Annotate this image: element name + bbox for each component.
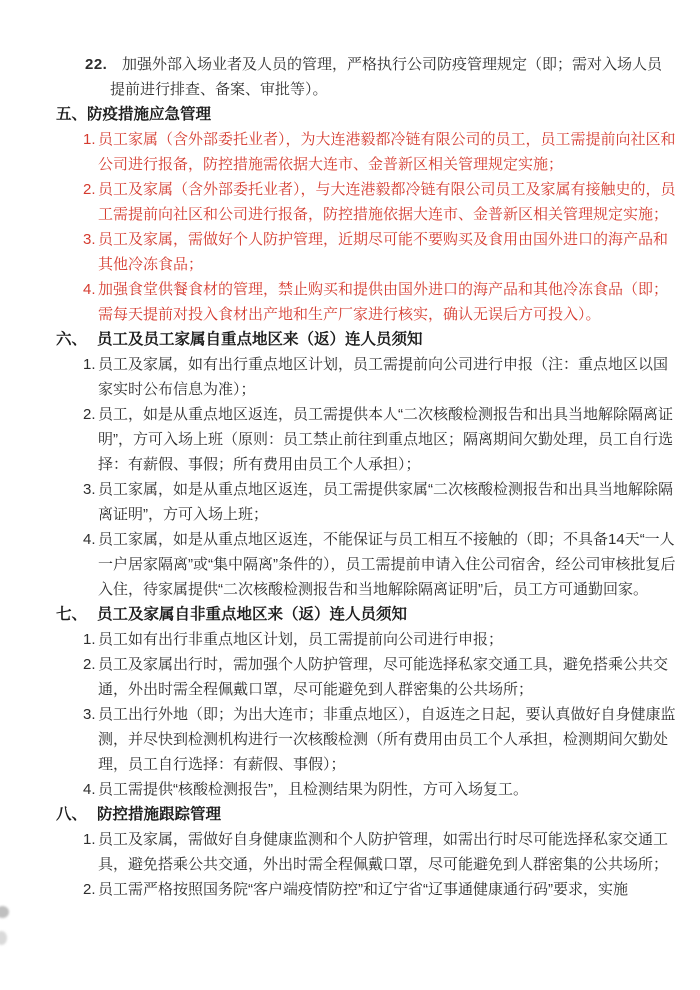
item-number: 1. <box>83 131 96 148</box>
section-header <box>56 102 700 127</box>
item-number: 4. <box>83 281 96 298</box>
list-item <box>83 227 700 277</box>
item-text: 加强食堂供餐食材的管理，禁止购买和提供由国外进口的海产品和其他冷冻食品（即；需每天提前对投入食材出产地和生产厂家进行核实，确认无误后方可投入）。 <box>98 281 669 323</box>
item-text: 员工家属，如是从重点地区返连，不能保证与员工相互不接触的（即；不具备14天“一人一户居家隔离”或“集中隔离”条件的），员工需提前申请入住公司宿舍，经公司审核批复后入住，待家属提供“二次核酸检测报告和当地解除隔离证明”后，员工方可通勤回家。 <box>98 531 676 598</box>
section-number: 六、 <box>56 331 88 348</box>
item-text: 员工家属，如是从重点地区返连，员工需提供家属“二次核酸检测报告和出具当地解除隔离证明”，方可入场上班； <box>98 481 673 523</box>
item-text: 员工需严格按照国务院“客户端疫情防控”和辽宁省“辽事通健康通行码”要求，实施 <box>98 881 628 898</box>
section-header <box>56 602 700 627</box>
item-text: 员工及家属（含外部委托业者），与大连港毅都冷链有限公司员工及家属有接触史的，员工需提前向社区和公司进行报备，防控措施依据大连市、金普新区相关管理规定实施； <box>98 181 676 223</box>
list-item <box>83 277 700 327</box>
list-item <box>83 477 700 527</box>
list-item <box>83 877 700 902</box>
list-item <box>83 177 700 227</box>
section-title: 员工及员工家属自重点地区来（返）连人员须知 <box>97 331 423 348</box>
item-number: 4. <box>83 531 96 548</box>
item-text: 员工及家属出行时，需加强个人防护管理，尽可能选择私家交通工具，避免搭乘公共交通，外出时需全程佩戴口罩，尽可能避免到人群密集的公共场所； <box>98 656 669 698</box>
section-title: 员工及家属自非重点地区来（返）连人员须知 <box>97 606 408 623</box>
list-item <box>83 627 700 652</box>
item-number: 2. <box>83 181 96 198</box>
list-item <box>83 777 700 802</box>
scan-artifact <box>0 906 9 918</box>
item-number: 2. <box>83 656 96 673</box>
item-number: 4. <box>83 781 96 798</box>
item-number: 2. <box>83 406 96 423</box>
list-item <box>83 527 700 602</box>
list-item <box>85 52 700 102</box>
item-number: 22. <box>85 56 108 73</box>
item-number: 1. <box>83 356 96 373</box>
scan-artifact <box>0 931 7 945</box>
item-text: 员工家属（含外部委托业者），为大连港毅都冷链有限公司的员工，员工需提前向社区和公司进行报备，防控措施需依据大连市、金普新区相关管理规定实施； <box>98 131 676 173</box>
item-number: 3. <box>83 706 96 723</box>
list-item <box>83 352 700 402</box>
list-item <box>83 127 700 177</box>
list-item <box>83 702 700 777</box>
list-item <box>83 827 700 877</box>
section-header <box>56 327 700 352</box>
item-text: 加强外部入场业者及人员的管理，严格执行公司防疫管理规定（即；需对入场人员提前进行排查、备案、审批等）。 <box>110 56 663 98</box>
section-header <box>56 802 700 827</box>
item-number: 2. <box>83 881 96 898</box>
section-title: 防控措施跟踪管理 <box>97 806 222 823</box>
item-number: 1. <box>83 631 96 648</box>
document-body <box>0 52 700 902</box>
item-number: 3. <box>83 481 96 498</box>
item-number: 1. <box>83 831 96 848</box>
item-text: 员工需提供“核酸检测报告”，且检测结果为阴性，方可入场复工。 <box>98 781 528 798</box>
item-text: 员工及家属，需做好自身健康监测和个人防护管理，如需出行时尽可能选择私家交通工具，避免搭乘公共交通，外出时需全程佩戴口罩，尽可能避免到人群密集的公共场所； <box>98 831 669 873</box>
item-text: 员工如有出行非重点地区计划，员工需提前向公司进行申报； <box>98 631 504 648</box>
section-number: 五、 <box>56 106 88 123</box>
item-number: 3. <box>83 231 96 248</box>
list-item <box>83 652 700 702</box>
item-text: 员工及家属，如有出行重点地区计划，员工需提前向公司进行申报（注：重点地区以国家实时公布信息为准）； <box>98 356 669 398</box>
section-number: 八、 <box>56 806 88 823</box>
item-text: 员工出行外地（即；为出大连市；非重点地区），自返连之日起，要认真做好自身健康监测，并尽快到检测机构进行一次核酸检测（所有费用由员工个人承担，检测期间欠勤处理，员工自行选择：有薪假、事假）； <box>98 706 676 773</box>
item-text: 员工及家属，需做好个人防护管理，近期尽可能不要购买及食用由国外进口的海产品和其他冷冻食品； <box>98 231 669 273</box>
section-title: 防疫措施应急管理 <box>87 106 212 123</box>
section-number: 七、 <box>56 606 88 623</box>
item-text: 员工，如是从重点地区返连，员工需提供本人“二次核酸检测报告和出具当地解除隔离证明”，方可入场上班（原则：员工禁止前往到重点地区；隔离期间欠勤处理，员工自行选择：有薪假、事假；所有费用由员工个人承担）； <box>98 406 673 473</box>
list-item <box>83 402 700 477</box>
